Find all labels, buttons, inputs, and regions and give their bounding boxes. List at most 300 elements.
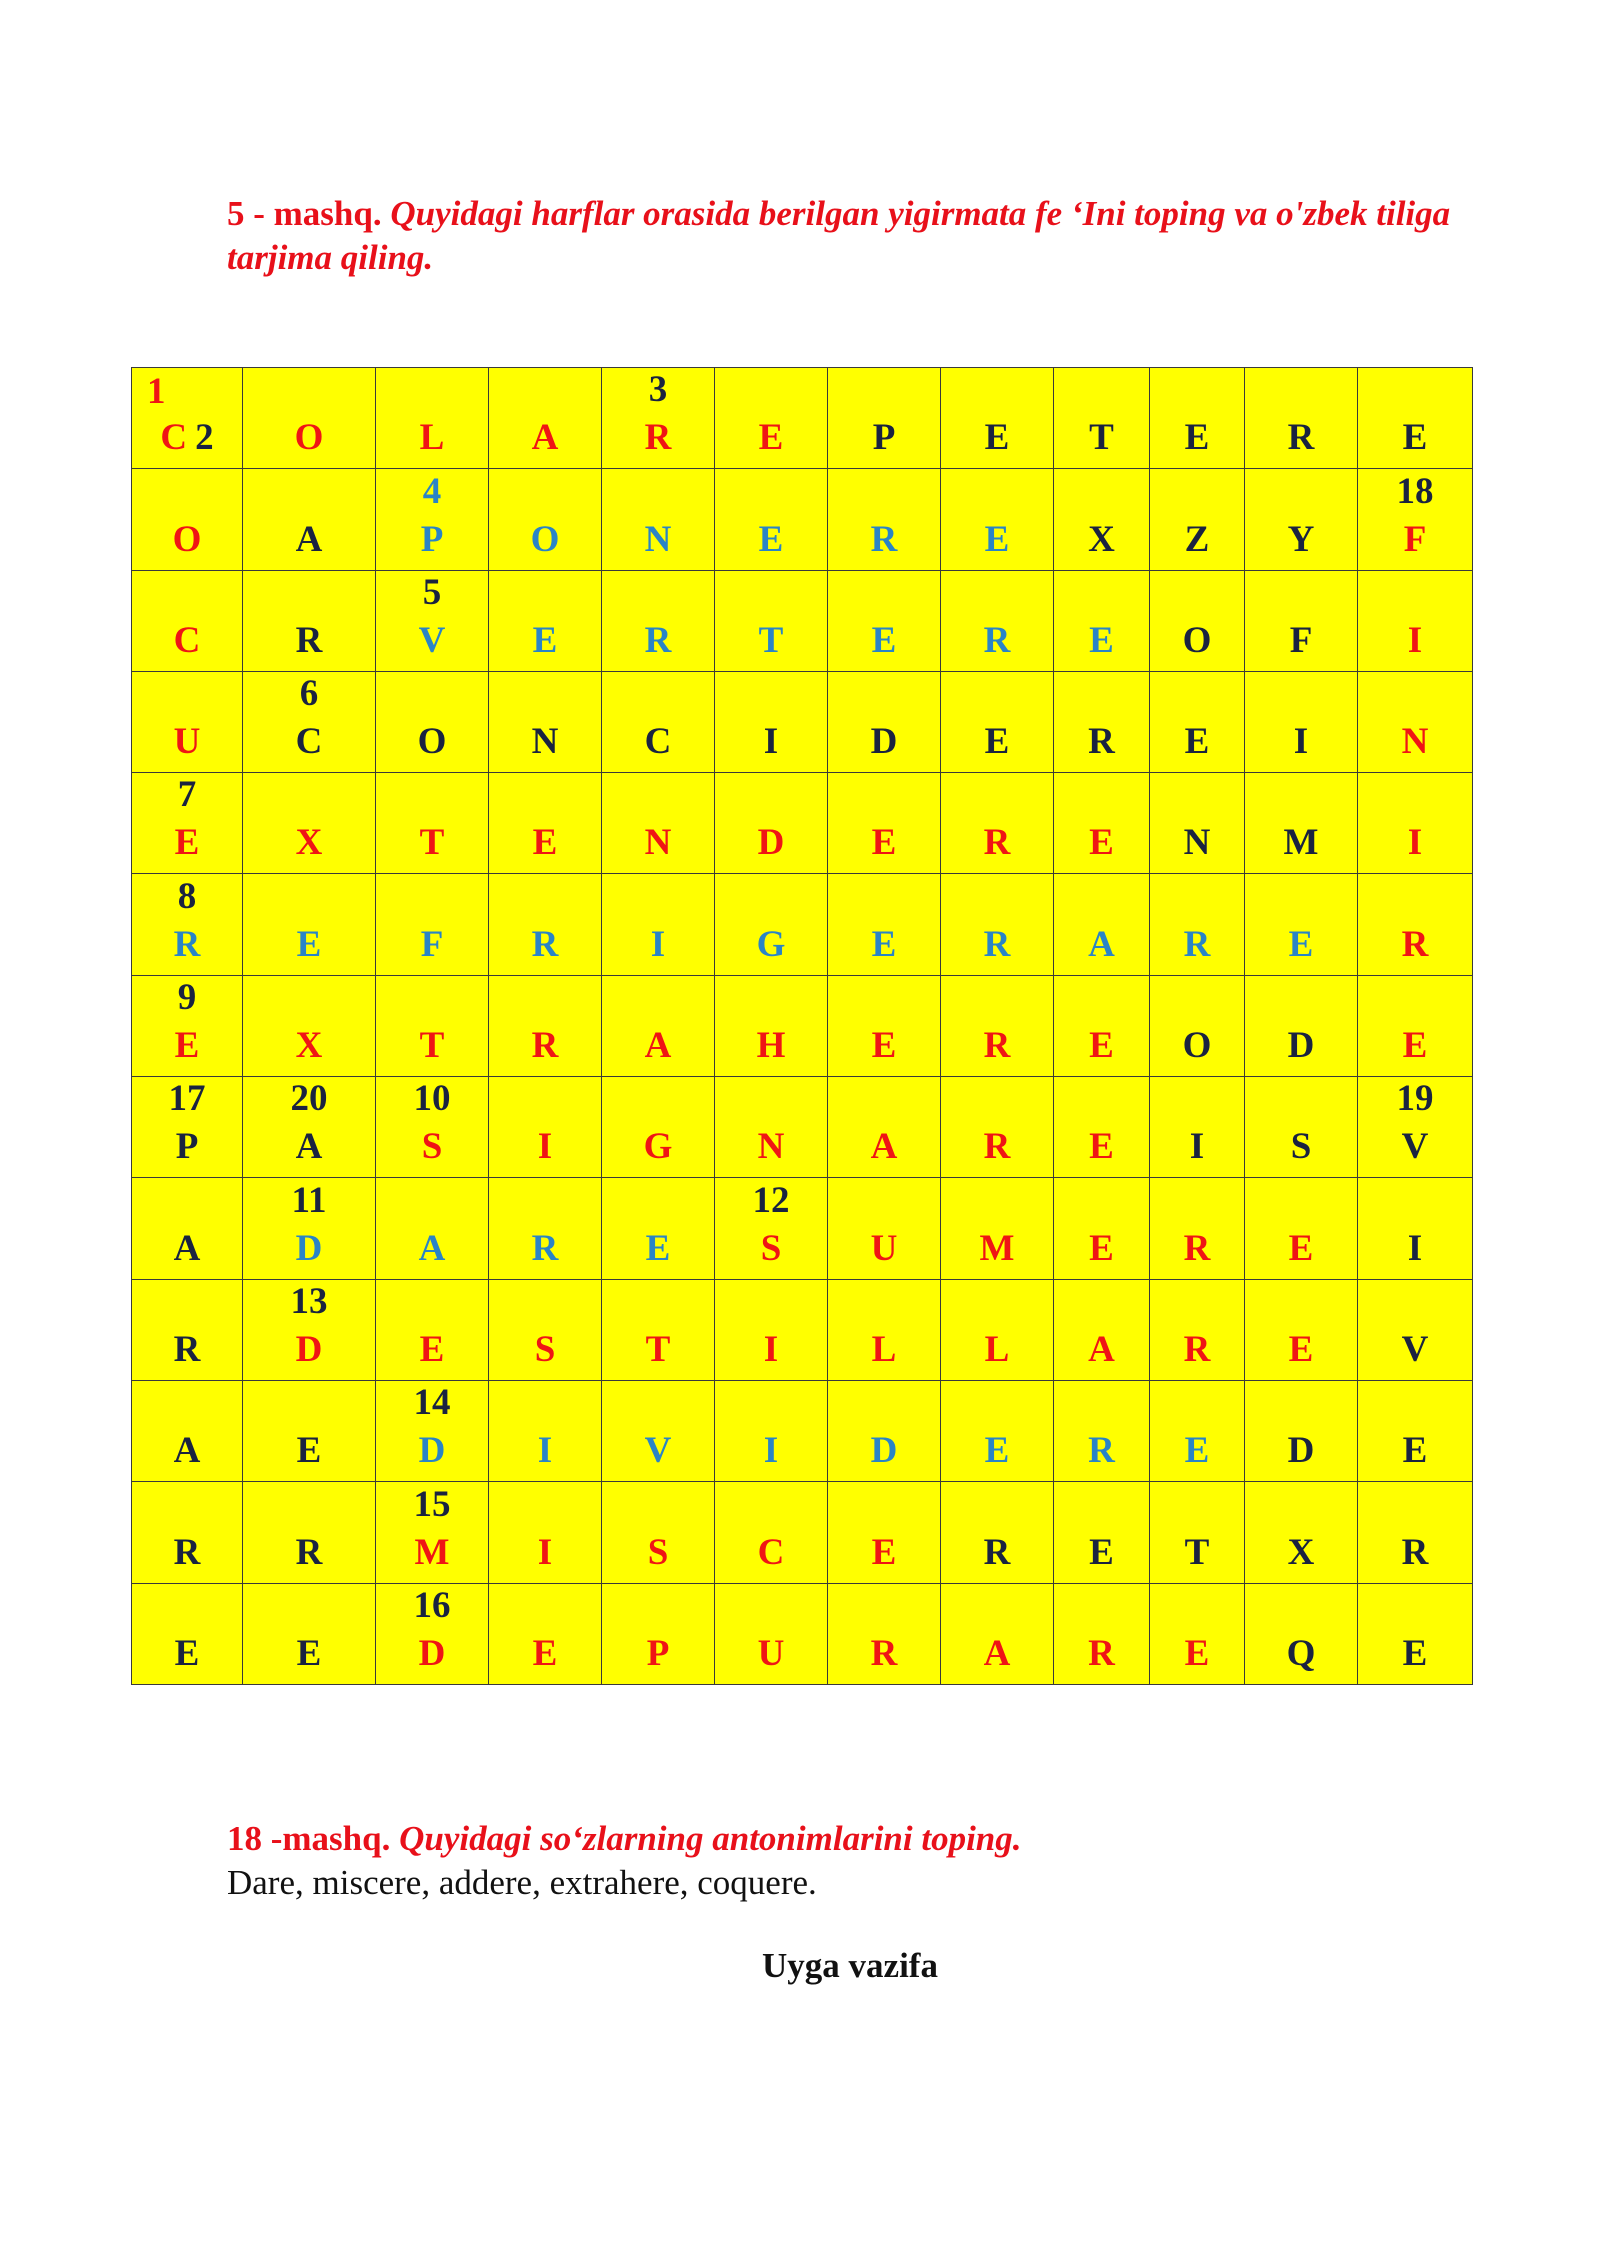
grid-letter: N — [644, 518, 672, 560]
grid-letter: E — [296, 923, 322, 965]
grid-letter: I — [537, 1531, 553, 1573]
clue-number: 9 — [177, 977, 197, 1019]
grid-letter: O — [172, 518, 202, 560]
grid-letter: S — [647, 1531, 669, 1573]
grid-cell — [715, 570, 828, 671]
grid-letter: M — [979, 1227, 1015, 1269]
grid-cell — [489, 773, 602, 874]
grid-letter: D — [295, 1328, 323, 1370]
grid-letter: R — [983, 822, 1011, 864]
grid-cell — [715, 1279, 828, 1380]
grid-letter: C — [160, 417, 188, 459]
grid-cell — [1054, 975, 1150, 1076]
grid-cell — [941, 874, 1054, 975]
grid-letter: T — [758, 619, 784, 661]
grid-cell — [1150, 874, 1245, 975]
grid-letter: P — [420, 518, 444, 560]
grid-letter: T — [419, 822, 445, 864]
grid-letter: M — [1283, 822, 1319, 864]
grid-cell — [715, 975, 828, 1076]
exercise-18 — [227, 1817, 1467, 1905]
grid-letter: I — [763, 721, 779, 763]
grid-letter: F — [420, 923, 444, 965]
grid-cell — [941, 1279, 1054, 1380]
grid-cell — [376, 1178, 489, 1279]
grid-row — [132, 1279, 1473, 1380]
grid-letter: E — [1288, 923, 1314, 965]
grid-cell — [941, 570, 1054, 671]
grid-row — [132, 773, 1473, 874]
grid-cell — [243, 368, 376, 469]
grid-letter: N — [531, 721, 559, 763]
grid-cell — [1054, 773, 1150, 874]
grid-cell — [489, 570, 602, 671]
grid-cell — [243, 773, 376, 874]
grid-letter: O — [1182, 619, 1212, 661]
grid-letter: L — [419, 417, 445, 459]
grid-row — [132, 671, 1473, 772]
grid-letter: O — [417, 721, 447, 763]
grid-letter: E — [871, 1025, 897, 1067]
grid-letter: E — [984, 518, 1010, 560]
grid-letter: E — [532, 822, 558, 864]
grid-letter: D — [418, 1633, 446, 1674]
grid-letter: A — [295, 1126, 323, 1168]
grid-row — [132, 368, 1473, 469]
grid-cell — [132, 1178, 243, 1279]
grid-cell — [489, 1583, 602, 1684]
grid-cell — [1245, 1482, 1358, 1583]
grid-cell — [376, 1380, 489, 1481]
grid-cell — [1054, 1482, 1150, 1583]
clue-number: 16 — [413, 1585, 451, 1626]
clue-number: 18 — [1396, 470, 1434, 512]
grid-letter: R — [1088, 1633, 1115, 1674]
grid-cell — [489, 975, 602, 1076]
grid-row — [132, 1583, 1473, 1684]
grid-letter: A — [983, 1633, 1011, 1674]
grid-cell — [1150, 1482, 1245, 1583]
grid-letter: Q — [1286, 1633, 1316, 1674]
grid-cell — [376, 773, 489, 874]
grid-cell — [715, 671, 828, 772]
grid-letter: A — [531, 417, 559, 459]
grid-cell — [828, 469, 941, 570]
grid-cell — [243, 1077, 376, 1178]
grid-cell — [602, 773, 715, 874]
grid-cell — [715, 1583, 828, 1684]
grid-letter: I — [763, 1328, 779, 1370]
clue-number: 12 — [752, 1179, 790, 1221]
grid-cell — [715, 1077, 828, 1178]
grid-cell — [715, 874, 828, 975]
grid-cell — [602, 1583, 715, 1684]
grid-letter: A — [644, 1025, 672, 1067]
grid-letter: R — [173, 1328, 201, 1370]
grid-cell — [602, 570, 715, 671]
grid-letter: Z — [1184, 518, 1210, 560]
clue-number: 1 — [147, 371, 166, 412]
grid-cell — [941, 671, 1054, 772]
grid-cell — [941, 1583, 1054, 1684]
grid-cell — [828, 1380, 941, 1481]
grid-letter: L — [871, 1328, 897, 1370]
grid-cell — [1150, 773, 1245, 874]
grid-letter: N — [1183, 822, 1211, 864]
grid-letter: A — [1088, 1328, 1115, 1370]
exercise-18-number: 18 -mashq. — [227, 1819, 391, 1858]
grid-letter: C — [644, 721, 672, 763]
clue-number: 13 — [290, 1280, 328, 1322]
grid-cell — [489, 1380, 602, 1481]
exercise-5-task: Quyidagi harflar orasida berilgan yigirmata fe ‘Ini toping va o'zbek tiliga tarjima qiling. — [227, 194, 1451, 277]
grid-cell — [1150, 1583, 1245, 1684]
grid-letter: E — [984, 1430, 1010, 1472]
grid-letter: A — [295, 518, 323, 560]
grid-letter: V — [1401, 1126, 1429, 1168]
clue-number: 7 — [177, 774, 197, 816]
exercise-5-number: 5 - mashq. — [227, 194, 382, 233]
grid-cell — [1245, 671, 1358, 772]
grid-cell — [1150, 1279, 1245, 1380]
grid-cell — [243, 1178, 376, 1279]
grid-letter: P — [872, 417, 896, 459]
grid-cell — [376, 469, 489, 570]
grid-letter: I — [1407, 619, 1423, 661]
grid-letter: R — [1183, 1227, 1211, 1269]
grid-cell — [243, 1380, 376, 1481]
grid-cell — [489, 368, 602, 469]
grid-letter: E — [1402, 1025, 1428, 1067]
exercise-18-task: Quyidagi so‘zlarning antonimlarini toping. — [399, 1819, 1022, 1858]
exercise-18-words: Dare, miscere, addere, extrahere, coquere. — [227, 1863, 817, 1902]
grid-cell — [489, 469, 602, 570]
grid-cell — [1358, 671, 1473, 772]
grid-letter: T — [419, 1025, 445, 1067]
grid-row — [132, 1380, 1473, 1481]
grid-letter: Y — [1287, 518, 1315, 560]
grid-cell — [1358, 570, 1473, 671]
grid-letter: R — [173, 1531, 201, 1573]
grid-cell — [1245, 773, 1358, 874]
grid-cell — [243, 469, 376, 570]
grid-letter: R — [983, 1531, 1011, 1573]
grid-cell — [376, 1279, 489, 1380]
grid-cell — [132, 1583, 243, 1684]
grid-cell — [132, 368, 243, 469]
grid-cell — [132, 773, 243, 874]
grid-cell — [1150, 570, 1245, 671]
grid-cell — [828, 1279, 941, 1380]
grid-cell — [941, 368, 1054, 469]
grid-cell — [243, 874, 376, 975]
grid-letter: E — [871, 923, 897, 965]
grid-letter: R — [1088, 1430, 1115, 1472]
grid-cell — [1358, 1178, 1473, 1279]
grid-cell — [1358, 1077, 1473, 1178]
grid-cell — [376, 1583, 489, 1684]
grid-cell — [1358, 874, 1473, 975]
grid-cell — [376, 570, 489, 671]
grid-cell — [132, 469, 243, 570]
grid-letter: O — [294, 417, 324, 459]
grid-row — [132, 570, 1473, 671]
grid-letter: R — [1088, 721, 1115, 763]
grid-letter: I — [1293, 721, 1309, 763]
clue-number: 17 — [168, 1078, 206, 1120]
grid-cell — [1245, 1178, 1358, 1279]
grid-letter: E — [871, 822, 897, 864]
grid-letter: V — [1401, 1328, 1429, 1370]
grid-cell — [489, 671, 602, 772]
grid-cell — [1245, 1077, 1358, 1178]
grid-letter: C — [295, 721, 323, 763]
grid-letter: E — [1089, 1126, 1114, 1168]
grid-letter: G — [756, 923, 786, 965]
grid-cell — [715, 1380, 828, 1481]
grid-cell — [941, 975, 1054, 1076]
grid-cell — [1245, 368, 1358, 469]
grid-letter: X — [295, 822, 323, 864]
grid-cell — [602, 1279, 715, 1380]
grid-letter: E — [1402, 1633, 1428, 1674]
grid-letter: H — [756, 1025, 786, 1067]
grid-cell — [941, 1380, 1054, 1481]
grid-letter: I — [650, 923, 666, 965]
grid-cell — [1358, 773, 1473, 874]
grid-letter: I — [763, 1430, 779, 1472]
grid-letter: E — [296, 1430, 322, 1472]
grid-cell — [715, 773, 828, 874]
grid-letter: X — [1088, 518, 1115, 560]
grid-letter: E — [984, 417, 1010, 459]
grid-cell — [828, 975, 941, 1076]
grid-letter: A — [1088, 923, 1115, 965]
grid-letter: D — [1287, 1025, 1315, 1067]
grid-cell — [132, 1279, 243, 1380]
grid-cell — [243, 1279, 376, 1380]
grid-letter: R — [173, 923, 201, 965]
grid-cell — [489, 1178, 602, 1279]
clue-number: 6 — [299, 673, 319, 715]
grid-row — [132, 1482, 1473, 1583]
grid-cell — [602, 469, 715, 570]
grid-cell — [715, 1482, 828, 1583]
grid-cell — [715, 1178, 828, 1279]
grid-cell — [243, 671, 376, 772]
grid-letter: E — [532, 619, 558, 661]
grid-letter: E — [871, 619, 897, 661]
grid-cell — [1054, 874, 1150, 975]
grid-cell — [602, 975, 715, 1076]
grid-cell — [828, 1178, 941, 1279]
grid-cell — [1054, 570, 1150, 671]
clue-number: 14 — [413, 1382, 451, 1424]
grid-cell — [715, 469, 828, 570]
grid-letter: I — [537, 1126, 553, 1168]
grid-letter: E — [1089, 822, 1114, 864]
grid-letter: E — [1089, 1025, 1114, 1067]
grid-letter: L — [984, 1328, 1010, 1370]
grid-cell — [828, 570, 941, 671]
clue-number: 5 — [422, 571, 442, 613]
grid-letter: O — [1182, 1025, 1212, 1067]
grid-cell — [828, 1583, 941, 1684]
grid-letter: U — [173, 721, 201, 763]
grid-cell — [602, 1077, 715, 1178]
grid-letter: E — [984, 721, 1010, 763]
grid-cell — [941, 1482, 1054, 1583]
grid-letter: V — [418, 619, 446, 661]
grid-letter: R — [1287, 417, 1315, 459]
grid-letter: R — [983, 923, 1011, 965]
grid-cell — [132, 975, 243, 1076]
word-search-grid — [131, 367, 1473, 1685]
grid-letter: R — [983, 1025, 1011, 1067]
grid-cell — [376, 1077, 489, 1178]
grid-cell — [243, 975, 376, 1076]
grid-cell — [715, 368, 828, 469]
grid-cell — [828, 874, 941, 975]
grid-cell — [1358, 1583, 1473, 1684]
grid-letter: E — [296, 1633, 322, 1674]
grid-cell — [1150, 671, 1245, 772]
grid-letter: D — [870, 1430, 898, 1472]
grid-cell — [132, 1077, 243, 1178]
grid-row — [132, 975, 1473, 1076]
grid-cell — [1054, 469, 1150, 570]
grid-letter: S — [1290, 1126, 1312, 1168]
grid-letter: A — [418, 1227, 446, 1269]
grid-cell — [132, 1482, 243, 1583]
grid-letter: I — [1407, 1227, 1423, 1269]
grid-letter: R — [531, 1227, 559, 1269]
grid-letter: R — [1401, 923, 1429, 965]
grid-cell — [1150, 1178, 1245, 1279]
grid-letter: X — [295, 1025, 323, 1067]
grid-letter: D — [295, 1227, 323, 1269]
grid-cell — [132, 570, 243, 671]
grid-cell — [1150, 1077, 1245, 1178]
grid-row — [132, 1077, 1473, 1178]
grid-letter: E — [645, 1227, 671, 1269]
grid-cell — [941, 1178, 1054, 1279]
grid-cell — [1054, 1380, 1150, 1481]
grid-cell — [1054, 368, 1150, 469]
grid-cell — [1245, 975, 1358, 1076]
grid-cell — [132, 671, 243, 772]
grid-letter: E — [758, 417, 784, 459]
clue-number: 15 — [413, 1483, 451, 1525]
grid-cell — [243, 1482, 376, 1583]
clue-number: 11 — [291, 1179, 327, 1221]
grid-letter: E — [1089, 1227, 1114, 1269]
grid-letter: P — [646, 1633, 670, 1674]
grid-letter: N — [644, 822, 672, 864]
grid-letter: A — [870, 1126, 898, 1168]
grid-letter: R — [1183, 923, 1211, 965]
grid-letter: E — [174, 1025, 200, 1067]
grid-cell — [1150, 469, 1245, 570]
grid-cell — [941, 1077, 1054, 1178]
grid-letter: I — [537, 1430, 553, 1472]
grid-cell — [1245, 1583, 1358, 1684]
grid-cell — [1245, 469, 1358, 570]
clue-number: 3 — [648, 369, 668, 411]
grid-letter: F — [1403, 518, 1427, 560]
grid-letter: E — [1184, 721, 1210, 763]
grid-letter: T — [1184, 1531, 1210, 1573]
grid-cell — [132, 1380, 243, 1481]
grid-cell — [941, 469, 1054, 570]
grid-letter: S — [421, 1126, 443, 1168]
grid-letter: G — [643, 1126, 673, 1168]
grid-letter: I — [1407, 822, 1423, 864]
grid-cell — [828, 1482, 941, 1583]
grid-cell — [602, 1380, 715, 1481]
grid-cell — [489, 874, 602, 975]
grid-cell — [376, 975, 489, 1076]
grid-letter: X — [1287, 1531, 1315, 1573]
grid-cell — [941, 773, 1054, 874]
grid-letter: E — [1288, 1227, 1314, 1269]
grid-cell — [376, 1482, 489, 1583]
grid-letter: R — [531, 1025, 559, 1067]
grid-cell — [602, 368, 715, 469]
grid-cell — [828, 368, 941, 469]
grid-letter: I — [1189, 1126, 1205, 1168]
grid-letter: R — [295, 619, 323, 661]
grid-cell — [376, 368, 489, 469]
grid-row — [132, 1178, 1473, 1279]
grid-letter: R — [983, 619, 1011, 661]
grid-letter: E — [419, 1328, 445, 1370]
homework-heading: Uyga vazifa — [762, 1946, 938, 1985]
grid-letter: R — [644, 417, 672, 459]
grid-cell — [1054, 1178, 1150, 1279]
grid-letter: E — [1089, 619, 1114, 661]
grid-cell — [489, 1077, 602, 1178]
grid-letter: R — [983, 1126, 1011, 1168]
grid-letter: T — [1089, 417, 1114, 459]
grid-letter: S — [760, 1227, 782, 1269]
grid-letter: R — [531, 923, 559, 965]
grid-letter: E — [1089, 1531, 1114, 1573]
grid-letter: D — [418, 1430, 446, 1472]
grid-letter: E — [1402, 417, 1428, 459]
grid-letter: A — [173, 1227, 201, 1269]
grid-letter: N — [757, 1126, 785, 1168]
grid-letter: P — [175, 1126, 199, 1168]
grid-cell — [1358, 1482, 1473, 1583]
grid-cell — [828, 773, 941, 874]
grid-cell — [1054, 1279, 1150, 1380]
clue-number: 19 — [1396, 1078, 1434, 1120]
grid-letter: E — [1184, 1430, 1210, 1472]
grid-cell — [489, 1482, 602, 1583]
grid-cell — [489, 1279, 602, 1380]
clue-number: 8 — [177, 875, 197, 917]
grid-cell — [1150, 1380, 1245, 1481]
grid-letter: E — [1184, 417, 1210, 459]
grid-letter: E — [174, 822, 200, 864]
grid-letter: E — [532, 1633, 558, 1674]
grid-cell — [1150, 975, 1245, 1076]
grid-cell — [1054, 671, 1150, 772]
grid-cell — [602, 671, 715, 772]
grid-cell — [1245, 1380, 1358, 1481]
grid-letter: A — [173, 1430, 201, 1472]
